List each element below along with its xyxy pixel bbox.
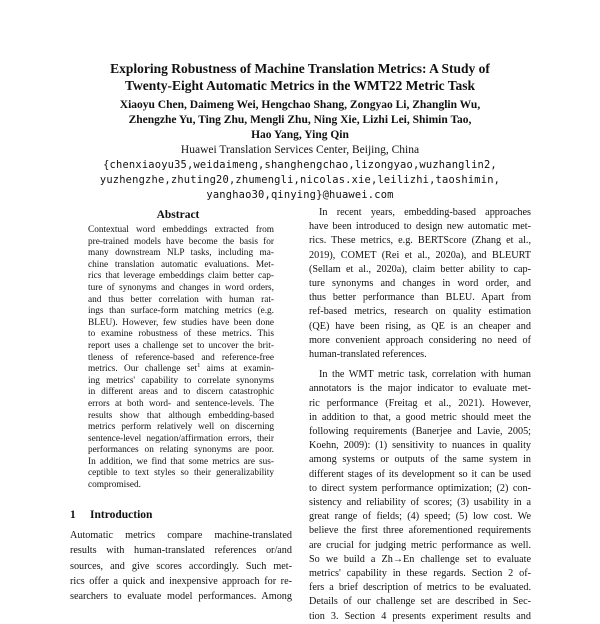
right-para2-line: annotators is the major indicator to evaluate met- xyxy=(309,383,531,395)
abstract-line: and thus better correlation with human rat- xyxy=(88,294,274,305)
title-line-2: Twenty-Eight Automatic Metrics in the WMT22 Metric Task xyxy=(124,78,476,93)
section-title: Introduction xyxy=(90,509,153,521)
right-para1-line: more convenient approach considering no need of xyxy=(309,334,531,346)
author-list xyxy=(60,98,540,143)
section-heading-introduction xyxy=(70,509,152,521)
right-para1-line: (QE) have been rising, as QE is an cheaper and xyxy=(309,320,531,332)
abstract-line: In addition, we find that some metrics are sus- xyxy=(88,456,274,467)
abstract-line: report uses a challenge set to uncover the brit- xyxy=(88,340,274,351)
emails-line-3: yanghao30,qinying}@huawei.com xyxy=(206,189,394,201)
abstract-line: ture of synonyms and changes in word orders, xyxy=(88,282,274,293)
authors-line-2: Zhengzhe Yu, Ting Zhu, Mengli Zhu, Ning Xie, Lizhi Lei, Shimin Tao, xyxy=(128,114,472,126)
abstract-heading: Abstract xyxy=(156,209,200,221)
right-para2-line: fers a brief description of metrics to be evaluated. xyxy=(309,582,531,594)
abstract-line: performances on relating synonyms are poor. xyxy=(88,445,274,456)
abstract-line: to examine robustness of these metrics. This xyxy=(88,329,274,340)
introduction-line: searchers to evaluate model performances. Among xyxy=(70,591,292,603)
right-para2-line: different stages of its development so it can be used xyxy=(309,468,531,480)
right-para1-line: In recent years, embedding-based approaches xyxy=(319,207,531,218)
right-para2-line: So we build a Zh→En challenge set to evaluate xyxy=(309,553,531,565)
abstract-line: errors at both word- and sentence-levels. The xyxy=(88,398,274,409)
abstract-line: Contextual word embeddings extracted from xyxy=(88,225,274,235)
affiliation: Huawei Translation Services Center, Beijing, China xyxy=(180,144,420,156)
abstract-line: ing metrics' capability to correlate synonyms xyxy=(88,375,274,386)
emails-line-1: {chenxiaoyu35,weidaimeng,shanghengchao,lizongyao,wuzhanglin2, xyxy=(103,159,497,171)
right-para1-line: have been introduced to design new automatic met- xyxy=(309,221,531,233)
abstract-line: metrics. Our challenge set$^1$ aims at examin- xyxy=(88,362,274,375)
right-para2-line: to direct system performance optimization; (2) con- xyxy=(309,482,531,494)
right-para1-line: 2019), COMET (Rei et al., 2020a), and BLEURT xyxy=(309,249,531,261)
right-para2-line: Details of our challenge set are described in Sec- xyxy=(309,596,531,608)
right-para1-line: rics. These metrics, e.g. BERTScore (Zhang et al., xyxy=(309,235,531,247)
abstract-line: rics that leverage embeddings claim better cap- xyxy=(88,271,274,282)
right-para2-line: sistency and reliability of scores; (3) usability in a xyxy=(309,497,531,509)
abstract-line: results show that although embedding-based xyxy=(88,410,274,421)
abstract-body xyxy=(88,225,274,492)
abstract-line: chine translation automatic evaluations. Met- xyxy=(88,259,274,270)
introduction-line: sources, and give scores accordingly. Such met- xyxy=(70,560,292,572)
introduction-line: rics offer a quick and inexpensive approach for re- xyxy=(70,575,292,587)
title-line-1: Exploring Robustness of Machine Translation Metrics: A Study of xyxy=(110,61,490,76)
right-para2-line: ric performance (Freitag et al., 2021). However, xyxy=(309,397,531,409)
introduction-line: results with human-translated references or/and xyxy=(70,545,292,557)
abstract-line: ceptible to text styles so their generalizability xyxy=(88,468,274,479)
abstract-line: in different areas and to discern catastrophic xyxy=(88,387,274,398)
authors-line-3: Hao Yang, Ying Qin xyxy=(251,129,349,141)
abstract-line: metrics perform relatively well on discerning xyxy=(88,422,274,433)
section-number: 1 xyxy=(70,509,76,521)
abstract-line: compromised. xyxy=(88,480,141,491)
right-para2-line: in addition to that, a good metric should meet the xyxy=(309,411,531,423)
right-para2-line: are crucial for judging metric performance as well. xyxy=(309,539,531,551)
right-para2-line: among systems or outputs of the same system in xyxy=(309,454,531,466)
emails-line-2: yuzhengzhe,zhuting20,zhumengli,nicolas.xie,leilizhi,taoshimin, xyxy=(99,174,501,186)
right-column-text xyxy=(309,206,531,624)
right-para2-line: believe the first three aforementioned requirements xyxy=(309,525,531,537)
abstract-line: BLEU). However, few studies have been done xyxy=(88,317,274,328)
right-para1-line: thus better performance than BLEU. Apart from xyxy=(309,292,531,304)
footnote-marker[interactable]: 1 xyxy=(197,362,201,370)
right-para1-line: ture synonyms and changes in word order, and xyxy=(309,278,531,290)
introduction-line: Automatic metrics compare machine-translated xyxy=(70,530,292,541)
right-para2-line: following requirements (Banerjee and Lavie, 2005; xyxy=(309,426,531,438)
introduction-text xyxy=(70,528,292,604)
abstract-line: ings than surface-form matching metrics (e.g. xyxy=(88,306,274,317)
right-para2-line: In the WMT metric task, correlation with human xyxy=(319,369,531,381)
right-para2-line: great range of fields; (4) speed; (5) low cost. We xyxy=(309,511,531,523)
authors-line-1: Xiaoyu Chen, Daimeng Wei, Hengchao Shang, Zongyao Li, Zhanglin Wu, xyxy=(119,99,481,111)
abstract-line: tleness of reference-based and reference-free xyxy=(88,352,274,363)
abstract-line: sentence-level negation/affirmation errors, their xyxy=(88,433,274,444)
right-para1-line: human-translated references. xyxy=(309,349,427,361)
right-para1-line: ref-based metrics, research on quality estimation xyxy=(309,306,531,318)
abstract-line: pre-trained models have become the basis for xyxy=(88,236,274,247)
email-list xyxy=(60,158,540,203)
right-para2-line: Koehn, 2009): (1) sensitivity to nuances in quality xyxy=(309,440,531,452)
paper-title xyxy=(60,60,540,94)
abstract-line: many downstream NLP tasks, including ma- xyxy=(88,248,274,259)
right-para2-line: metrics' capability in these regards. Section 2 of- xyxy=(309,568,531,580)
right-para1-line: (Sellam et al., 2020a), claim better ability to cap- xyxy=(309,263,531,275)
right-para2-line: tion 3. Section 4 presents experiment results and xyxy=(309,610,531,622)
